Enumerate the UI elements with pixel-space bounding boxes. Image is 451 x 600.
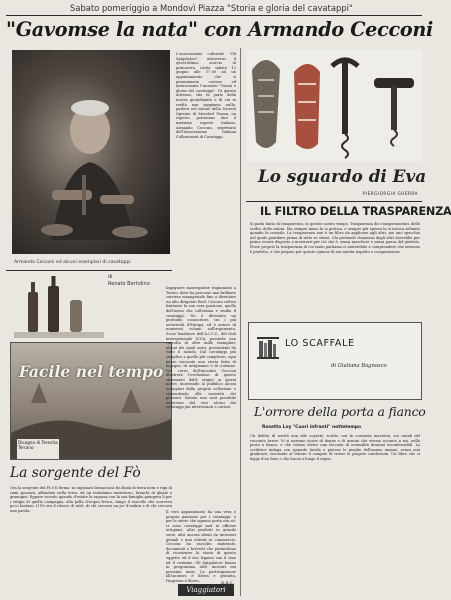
lead-body: Ingegnere monregalese trapiantato a Torino, dove ha percorso una brillante carriera manageriale fino a diventare un alto dirigente Enel, Cecconi coltiva frattanto la sua vera passione, quella dell'uomo che colleziona e studia il cavatappi. Ne è diventato un profondo conoscitore, tra i più autorevoli d'Europa, ed è autore di numerosi volumi sull'argomento. Socio fondatore dell'A.I.C.C., del club internazionale ICCA, possiede una raccolta di oltre mille esemplari, alcuni dei quali unici, provenienti da tutto il mondo. Dal cavatappi più semplice a quello più complesso, ogni pezzo racconta una storia fatta di ingegno, di artigianato e di costume. Nel corso dell'incontro Cecconi illustrerà l'evoluzione di questo strumento dalle origini ai giorni nostri, mostrando al pubblico alcuni esemplari della propria collezione e rispondendo alle curiosità dei presenti. Sabato non sarà possibile osservare dal vivo alcuni dei cavatappi più interessanti e curiosi. (166, 286, 236, 410)
header-kicker: Sabato pomeriggio a Mondovì Piazza "Storia e gloria del cavatappi" (70, 3, 353, 13)
column-divider (240, 48, 241, 596)
scaffale-title: LO SCAFFALE (285, 338, 355, 349)
bottles-illustration (14, 276, 104, 340)
cecconi-photo (12, 50, 170, 254)
eva-body: Si parla tanto di trasparenza, in questo nostro tempo. Trasparenza dei comportamenti, delle scelte, delle azioni. Ma sempre meno la si pratica, e sempre più spesso la si invoca soltanto quando fa comodo. La trasparenza non è un filtro da applicare agli altri, ma uno specchio nel quale guardare prima di tutto se stessi. Chi pretende chiarezza dagli altri dovrebbe per primo essere disposto a mostrarsi per ciò che è, senza maschere e senza paura del giudizio. Forse proprio la trasparenza di cui tanto parliamo ci aiuterebbe a comprendere che nessuno è perfetto, e che proprio per questo ognuno di noi merita rispetto e comprensione. (250, 222, 420, 254)
byline (108, 274, 160, 298)
eva-headline: IL FILTRO DELLA TRASPARENZA (260, 205, 451, 218)
caption-rule (6, 270, 172, 271)
eva-section-author: PIERGIORGIA GUERRA (362, 191, 418, 196)
eva-rule (246, 201, 422, 202)
scaffale-box (248, 322, 422, 400)
painting-title: Facile nel tempo (18, 362, 164, 381)
center-body: Il vero appassionato ha una vera e propria passione per i cavatappi, e per le storie che ognuno porta con sé: ci sono cavatappi nati in officine artigiane, altri prodotti in grande serie, altri ancora ideati da inventori geniali e mai entrati in commercio. Cecconi ha raccolto materiale, documenti e brevetti che permettono di ricostruire la storia di questo oggetto ed il suo legame con il vino ed il costume. Gli Spigolatori hanno in programma altri incontri nei prossimi mesi. La partecipazione all'incontro è libera e gratuita, l'ingresso è libero. (166, 510, 236, 583)
bookshelf-icon (257, 335, 279, 361)
viaggiatori-badge: Viaggiatori (178, 584, 234, 596)
orrore-book-title: Rosetta Loy "Cuori infranti" nottetempo (262, 425, 362, 430)
eva-section-title: Lo sguardo di Eva (258, 166, 427, 186)
orrore-body: Un delitto di novità non alle coperte, scritto con la consueta maestria, sui canali del racconto breve. Vi si narrano storie di donne e di uomini che vivono accanto a noi, nella porta a fianco, e che celano dietro una facciata di normalità drammi inconfessabili. La scrittrice indaga con sguardo lucido e pietoso le pieghe dell'animo umano, senza mai giudicare, lasciando al lettore il compito di trarre le proprie conclusioni. Un libro che si legge d'un fiato e che lascia a lungo il segno. (250, 434, 420, 461)
painting-caption: Disegno di Teresita Terrano (17, 439, 59, 459)
painting-box (10, 342, 172, 460)
main-headline: "Gavomse la nata" con Armando Cecconi (6, 18, 433, 41)
sorgente-headline: La sorgente del Fò (10, 465, 141, 481)
byline-prefix: di (108, 274, 113, 280)
lead-intro: L'associazione culturale "Gli Spigolatori", attraverso il quest'ultimo scorcio di primavera, invita sabato 12 giugno alle 17.00 ad un appuntamento che si preannuncia curioso ed interessante l'incontro "Storia e gloria del cavatappi". Di questo attrezzo, che fa parte della nostra quotidianità e di cui in realtà non sappiamo nulla, parlerà nel salone della Società Operaia di Mondovì Piazza, un esperto, potremmo dire il massimo esperto italiano, Armando Cecconi, segretario dell'Associazione Italiana Collezionisti di Cavatappi. (176, 52, 236, 139)
corkscrew-art (246, 50, 422, 162)
portrait-illustration (12, 50, 170, 254)
sorgente-body: Ora la sorgente del Fò è lì ferma: in ragionari lirmacciosi fra fiumi di terra nera e rupi di rami spezzati, affondate nella terra, ed un tentatamo misterioso, branchi di ghiaie e gramigne. Eppure ricordo quando d'estate la ragazza con la sua famiglia giungeva lì per i vitigni di quella campagna, alla polla d'acqua fresca, lungo il ruscello che scorreva poco lontano. Il Fò era il ritrovo di tutti: di chi cercava un po' d'ombra e di chi cercava una parola. (10, 486, 172, 513)
scaffale-author: di Giuliana Bagnasco (331, 363, 387, 369)
header-rule (6, 15, 422, 16)
orrore-headline: L'orrore della porta a fianco (254, 404, 426, 419)
photo-caption: Armando Cecconi ed alcuni esemplari di cavatappi (14, 260, 131, 265)
byline-name: Renato Bertolino (108, 280, 150, 287)
